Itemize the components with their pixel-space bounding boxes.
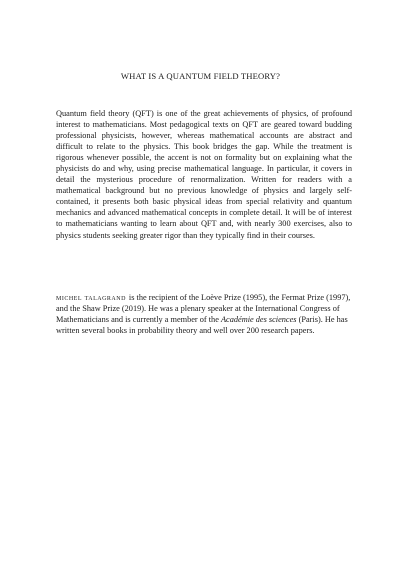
bio-text-before: is the recipient of the Loève Prize (1995), the Fermat Prize (1997), and the Shaw Prize (2019). He was a plenary speaker at the International Congress of Mathematicians and is currently a member of the: [56, 293, 351, 325]
academy-name: Académie des sciences: [220, 315, 297, 325]
bio-text-after: (Paris). He has written several books in probability theory and well over 200 research papers.: [56, 315, 348, 336]
book-description: Quantum field theory (QFT) is one of the great achievements of physics, of profound interest to mathematicians. Most pedagogical texts on QFT are geared toward budding professional physicists, however, whereas mathematical accounts are abstract and difficult to relate to the physics. This book bridges the gap. While the treatment is rigorous whenever possible, the accent is not on formality but on explaining what the physicists do and why, using precise mathematical language. In particular, it covers in detail the mysterious procedure of renormalization. Written for readers with a mathematical background but no previous knowledge of physics and largely self-contained, it presents both basic physical ideas from special relativity and quantum mechanics and advanced mathematical concepts in complete detail. It will be of interest to mathematicians wanting to learn about QFT and, with nearly 300 exercises, also to physics students seeking greater rigor than they typically find in their courses.: [56, 109, 352, 240]
author-name: michel talagrand: [56, 293, 126, 302]
page-title: WHAT IS A QUANTUM FIELD THEORY?: [120, 71, 281, 81]
author-bio: [56, 292, 352, 336]
